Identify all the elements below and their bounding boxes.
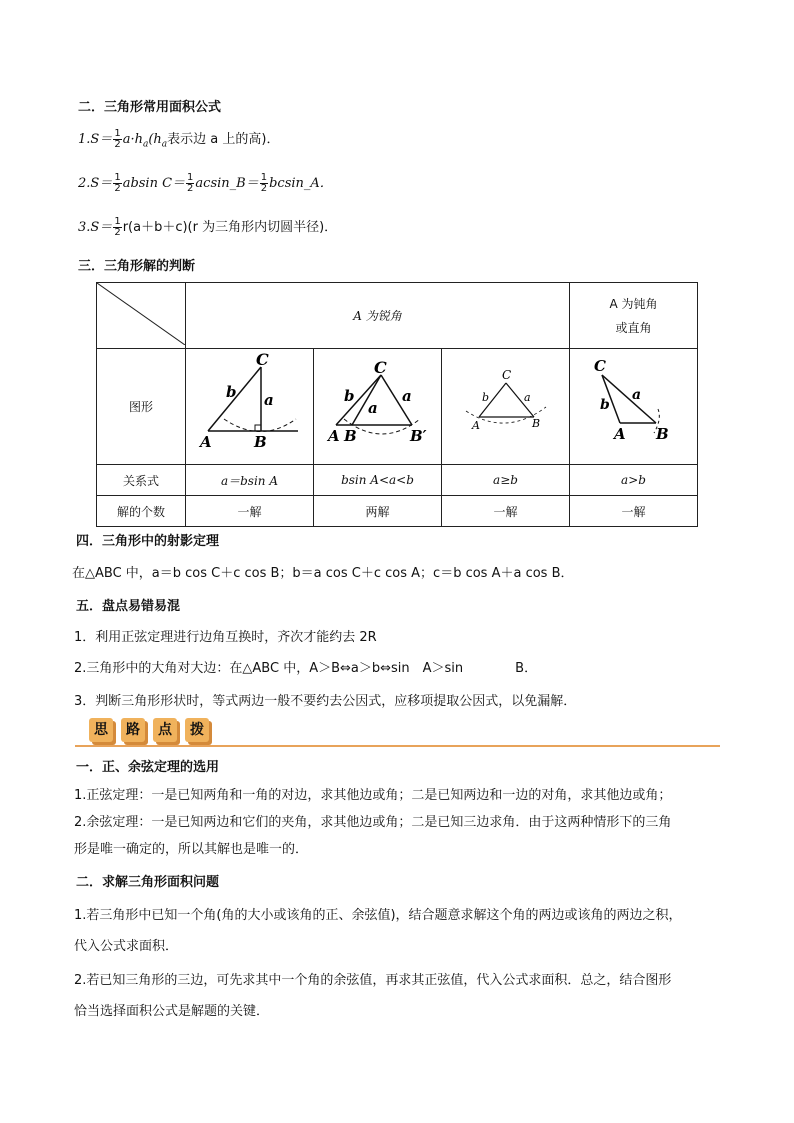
banner-char: 思 (89, 718, 113, 742)
pitfall-item: 3．判断三角形形状时，等式两边一般不要约去公因式，应移项提取公因式，以免漏解． (74, 694, 577, 709)
svg-text:B′: B′ (410, 427, 427, 445)
count-cell: 一解 (442, 496, 570, 527)
tips-paragraph: 恰当选择面积公式是解题的关键． (74, 1004, 270, 1019)
relation-cell: a≥b (442, 465, 570, 496)
pitfall-item: 1．利用正弦定理进行边角互换时，齐次才能约去 2R (74, 630, 377, 645)
svg-text:a: a (264, 391, 274, 409)
svg-text:b: b (344, 387, 355, 405)
relation-cell: a＝bsin A (186, 465, 314, 496)
figure-obtuse (570, 349, 698, 465)
tips-paragraph: 2.余弦定理：一是已知两边和它们的夹角，求其他边或角；二是已知三边求角．由于这两种情形下的三角 (74, 815, 672, 830)
formula-3: 3.S＝ $\frac{1}{2}$ r(a＋b＋c)(r 为三角形内切圆半径)． (78, 216, 338, 238)
svg-text:B: B (344, 427, 357, 445)
svg-text:B: B (254, 433, 267, 451)
svg-text:b: b (600, 397, 610, 413)
banner-underline (75, 745, 720, 747)
svg-text:B: B (656, 425, 669, 443)
relation-cell: a>b (570, 465, 698, 496)
row-label-relation: 关系式 (97, 465, 186, 496)
diagonal-line (97, 283, 185, 345)
banner-char: 拨 (185, 718, 209, 742)
projection-theorem: 在△ABC 中，a＝b cos C＋c cos B；b＝a cos C＋c cos A；c＝b cos A＋a cos B． (72, 566, 574, 581)
svg-text:a: a (632, 387, 642, 403)
row-label-count: 解的个数 (97, 496, 186, 527)
tips-heading-laws: 一．正、余弦定理的选用 (76, 760, 220, 775)
formula-1: 1.S＝ $\frac{1}{2}$ $a\cdot h_a(h_a$表示边 a 上的高)． (78, 128, 280, 150)
svg-text:a: a (368, 399, 378, 417)
count-cell: 两解 (314, 496, 442, 527)
banner-char: 路 (121, 718, 145, 742)
svg-text:a: a (402, 387, 412, 405)
row-label-figure: 图形 (97, 349, 186, 465)
banner-char: 点 (153, 718, 177, 742)
svg-text:a: a (524, 391, 531, 404)
svg-text:A: A (200, 433, 212, 451)
svg-text:C: C (594, 357, 606, 375)
section-heading-area: 二．三角形常用面积公式 (78, 100, 222, 115)
obtuse-header: A 为钝角 或直角 (570, 283, 698, 349)
tips-banner (75, 716, 720, 750)
section-heading-judge: 三．三角形解的判断 (78, 259, 196, 274)
pitfall-item: 2.三角形中的大角对大边：在△ABC 中，A＞B⇔a＞b⇔sin A＞sin B． (74, 661, 538, 676)
tips-paragraph: 形是唯一确定的，所以其解也是唯一的． (74, 842, 309, 857)
svg-text:A: A (614, 425, 626, 443)
relation-cell: bsin A<a<b (314, 465, 442, 496)
tips-paragraph: 1.正弦定理：一是已知两角和一角的对边，求其他边或角；二是已知两边和一边的对角，求其他边或角； (74, 788, 672, 803)
formula-2: 2.S＝ $\frac{1}{2}$ absin C＝ $\frac{1}{2}$ acsin_B＝ $\frac{1}{2}$ bcsin_A． (78, 172, 333, 194)
figure-two-solutions (314, 349, 442, 465)
svg-text:b: b (482, 391, 490, 404)
solution-table (96, 282, 698, 527)
diagonal-header-cell (97, 283, 186, 349)
count-cell: 一解 (570, 496, 698, 527)
count-cell: 一解 (186, 496, 314, 527)
section-heading-pitfalls: 五．盘点易错易混 (76, 599, 181, 614)
acute-header: A 为锐角 (186, 283, 570, 349)
svg-text:C: C (502, 368, 512, 382)
svg-text:C: C (374, 358, 387, 377)
svg-text:A: A (328, 427, 340, 445)
svg-text:A: A (472, 419, 480, 432)
figure-a-ge-b (442, 349, 570, 465)
tips-paragraph: 1.若三角形中已知一个角(角的大小或该角的正、余弦值)，结合题意求解这个角的两边或该角的两边之积， (74, 908, 682, 923)
tips-paragraph: 2.若已知三角形的三边，可先求其中一个角的余弦值，再求其正弦值，代入公式求面积．总之，结合图形 (74, 973, 672, 988)
svg-text:B: B (532, 417, 541, 430)
tips-paragraph: 代入公式求面积． (74, 939, 179, 954)
tips-heading-area: 二．求解三角形面积问题 (76, 875, 220, 890)
svg-text:b: b (226, 383, 237, 401)
section-heading-projection: 四．三角形中的射影定理 (76, 534, 220, 549)
svg-text:C: C (256, 350, 269, 369)
figure-right-triangle (186, 349, 314, 465)
